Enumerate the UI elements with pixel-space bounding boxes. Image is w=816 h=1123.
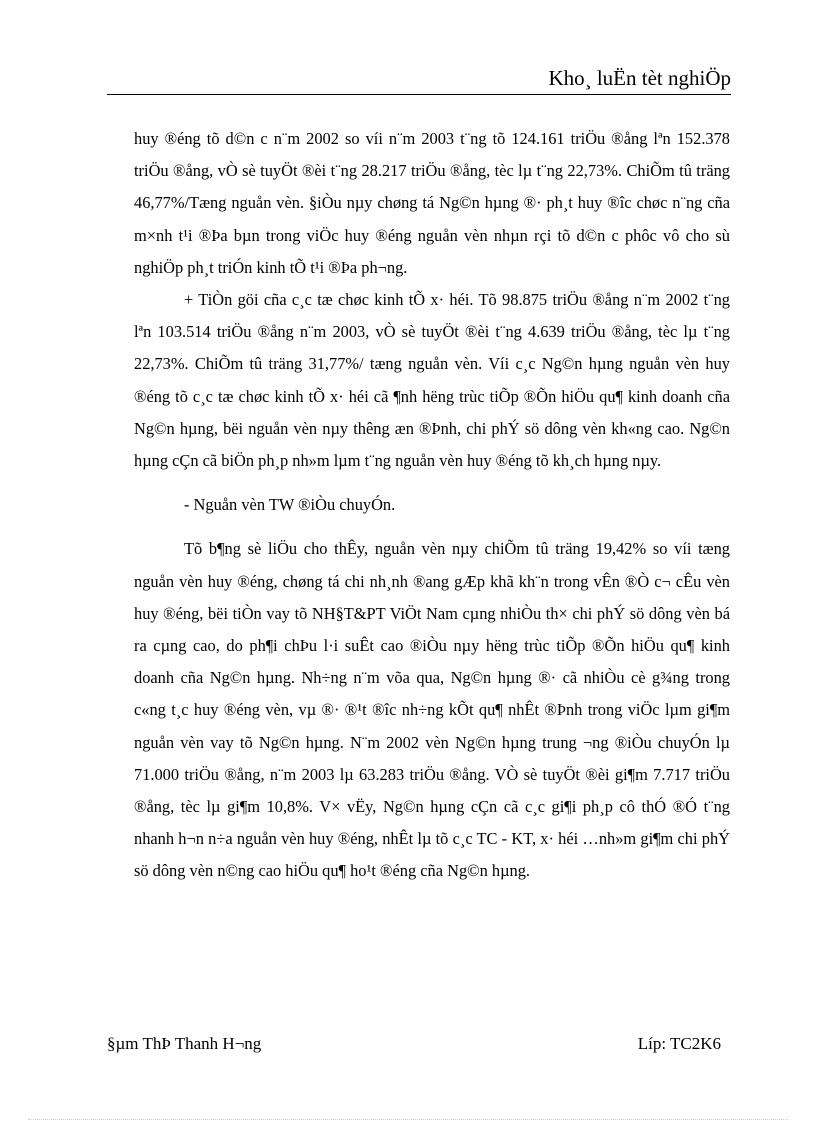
header-divider bbox=[107, 94, 731, 95]
page-header bbox=[107, 64, 731, 92]
paragraph-1: huy ®éng tõ d©n c n¨m 2002 so víi n¨m 2003 t¨ng tõ 124.161 triÖu ®ång lªn 152.378 triÖu ®ång, vÒ sè tuyÖt ®èi t¨ng 28.217 triÖu ®ång, tèc lµ t¨ng 22,73%. ChiÕm tû träng 46,77%/Tæng nguån vèn. §iÒu nµy chøng tá Ng©n hµng ®· ph¸t huy ®îc chøc n¨ng cña m×nh t¹i ®Þa bµn trong viÖc huy ®éng nguån vèn nhµn rçi tõ d©n c phôc vô cho sù nghiÖp ph¸t triÓn kinh tÕ t¹i ®Þa ph¬ng. bbox=[134, 129, 730, 277]
paragraph-3: - Nguån vèn TW ®iÒu chuyÓn. bbox=[184, 495, 396, 515]
page-boundary bbox=[28, 1119, 788, 1120]
paragraph-4: Tõ b¶ng sè liÖu cho thÊy, nguån vèn nµy chiÕm tû träng 19,42% so víi tæng nguån vèn huy ®éng, chøng tá chi nh¸nh ®ang gÆp khã kh¨n trong vÊn ®Ò c¬ cÊu vèn huy ®éng, bëi tiÒn vay tõ NH§T&PT ViÖt Nam cµng nhiÒu th× chi phÝ sö dông vèn bá ra cµng cao, do ph¶i chÞu l·i suÊt cao ®iÒu nµy hëng trùc tiÕp ®Õn hiÖu qu¶ kinh doanh cña Ng©n hµng. Nh÷ng n¨m võa qua, Ng©n hµng ®· cã nhiÒu cè g¾ng trong c«ng t¸c huy ®éng vèn, vµ ®· ®¹t ®îc nh÷ng kÕt qu¶ nhÊt ®Þnh trong viÖc lµm gi¶m nguån vèn vay tõ Ng©n hµng. N¨m 2002 vèn Ng©n hµng trung ¬ng ®iÒu chuyÓn lµ 71.000 triÖu ®ång, n¨m 2003 lµ 63.283 triÖu ®ång. VÒ sè tuyÖt ®èi gi¶m 7.717 triÖu ®ång, tèc lµ gi¶m 10,8%. V× vËy, Ng©n hµng cÇn cã c¸c gi¶i ph¸p cô thÓ ®Ó t¨ng nhanh h¬n n÷a nguån vèn huy ®éng, nhÊt lµ tõ c¸c TC - KT, x· héi …nh»m gi¶m chi phÝ sö dông vèn n©ng cao hiÖu qu¶ ho¹t ®éng cña Ng©n hµng. bbox=[134, 539, 730, 881]
paragraph-2: + TiÒn göi cña c¸c tæ chøc kinh tÕ x· héi. Tõ 98.875 triÖu ®ång n¨m 2002 t¨ng lªn 103.514 triÖu ®ång n¨m 2003, vÒ sè tuyÖt ®èi t¨ng 4.639 triÖu ®ång, tèc lµ t¨ng 22,73%. ChiÕm tû träng 31,77%/ tæng nguån vèn. Víi c¸c Ng©n hµng nguån vèn huy ®éng tõ c¸c tæ chøc kinh tÕ x· héi cã ¶nh hëng trùc tiÕp ®Õn hiÖu qu¶ kinh doanh cña Ng©n hµng, bëi nguån vèn nµy thêng æn ®Þnh, chi phÝ sö dông vèn kh«ng cao. Ng©n hµng cÇn cã biÖn ph¸p nh»m lµm t¨ng nguån vèn huy ®éng tõ kh¸ch hµng nµy. bbox=[134, 290, 730, 471]
document-body bbox=[134, 123, 730, 888]
footer-author: §µm ThÞ Thanh H¬ng bbox=[107, 1034, 262, 1053]
footer-class: Líp: TC2K6 bbox=[637, 1034, 721, 1053]
header-title: Kho¸ luËn tèt nghiÖp bbox=[548, 66, 731, 90]
